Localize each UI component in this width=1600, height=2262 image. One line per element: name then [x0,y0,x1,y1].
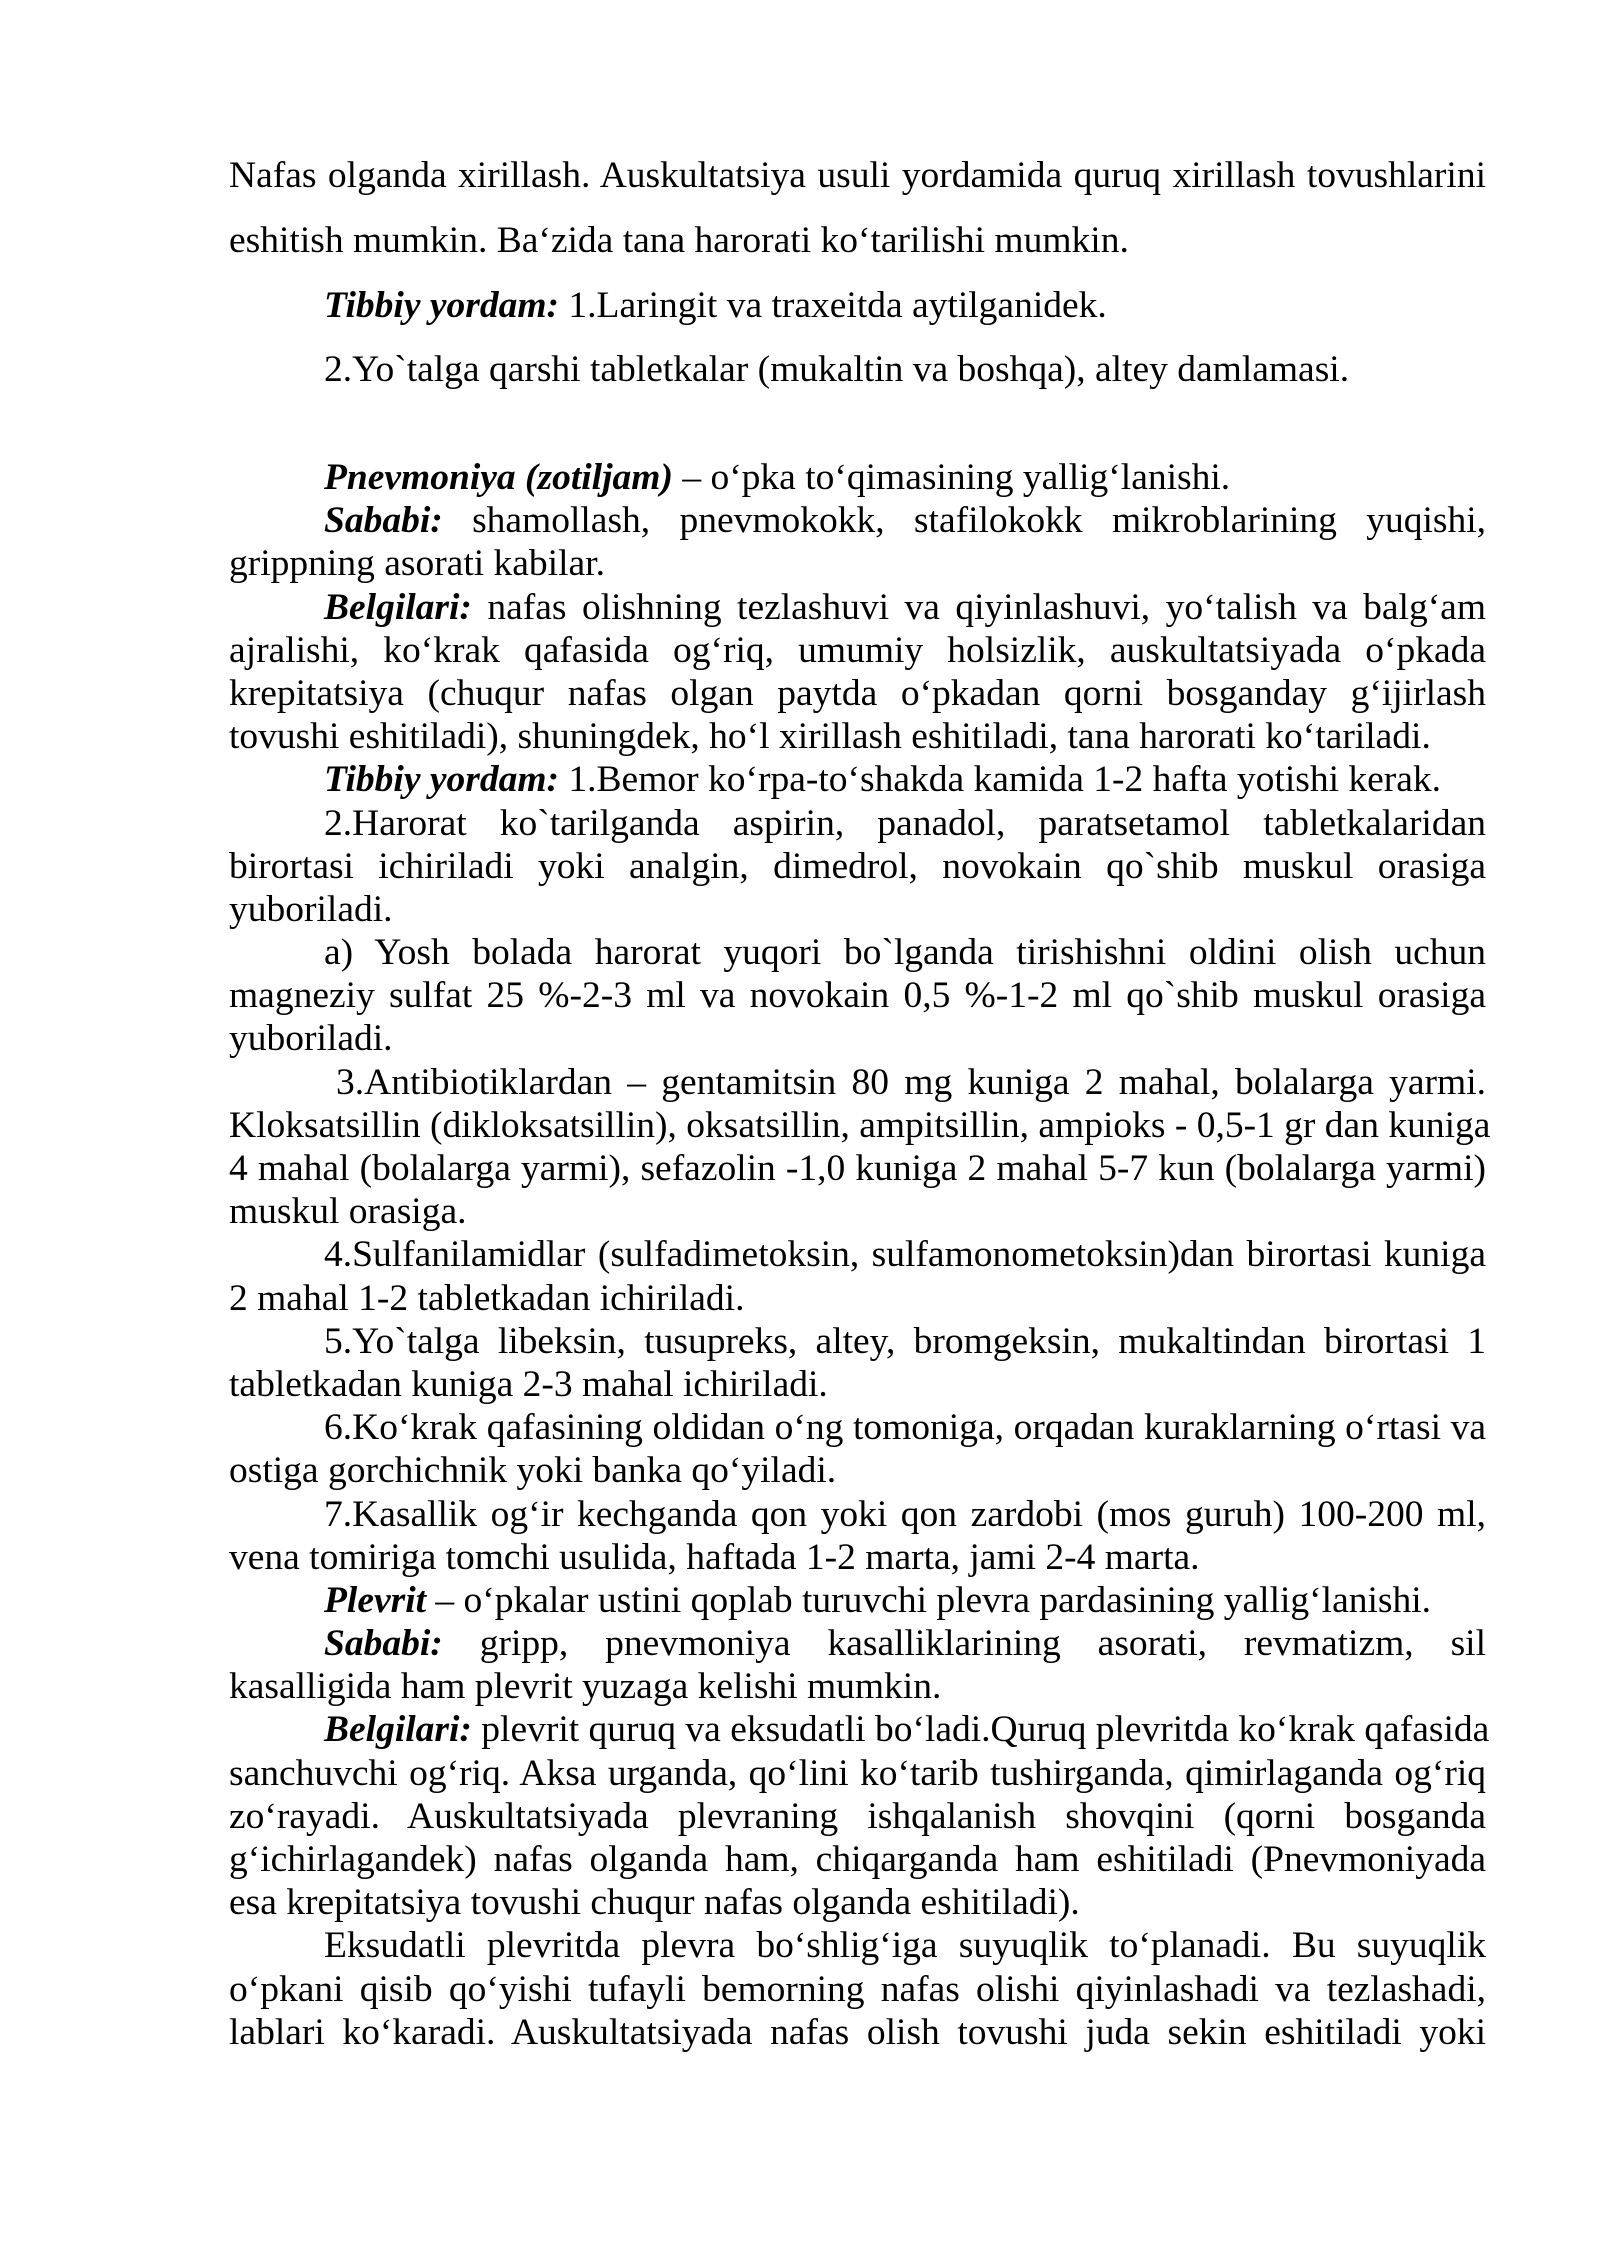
paragraph-pneumonia-aid-7 [229,1493,1486,1579]
paragraph-line: tabletkadan kuniga 2-3 mahal ichiriladi. [229,1363,828,1405]
paragraph-cough-tablets [229,338,1486,403]
paragraph-line: 7.Kasallik og‘ir kechganda qon yoki qon zardobi (mos guruh) 100-200 ml, [324,1493,1486,1535]
paragraph-line: 2.Yo`talga qarshi tabletkalar (mukaltin va boshqa), altey damlamasi. [324,349,1350,391]
section-label: Plevrit [324,1579,427,1621]
line-text: shamollash, pnevmokokk, stafilokokk mikroblarining yuqishi, [472,500,1487,542]
paragraph-pneumonia-causes [229,499,1486,585]
paragraph-line: lablari ko‘karadi. Auskultatsiyada nafas olish tovushi juda sekin eshitiladi yoki [229,2011,1486,2053]
paragraph-line: a) Yosh bolada harorat yuqori bo`lganda tirishishni oldini olish uchun [324,932,1486,974]
paragraph-line: yuboriladi. [229,1018,393,1060]
paragraph-line: 5.Yo`talga libeksin, tusupreks, altey, bromgeksin, mukaltindan birortasi 1 [324,1320,1486,1362]
paragraph-line: kasalligida ham plevrit yuzaga kelishi mumkin. [229,1666,942,1708]
line-text: 1.Laringit va traxeitda aytilganidek. [568,284,1107,326]
paragraph-line [229,274,1486,339]
paragraph-pleurisy-definition [229,1579,1486,1622]
section-label: Pnevmoniya (zotiljam) [324,457,673,498]
line-text: gripp, pnevmoniya kasalliklarining asorati, revmatizm, sil [479,1623,1487,1665]
paragraph-line: ostiga gorchichnik yoki banka qo‘yiladi. [229,1450,837,1492]
paragraph-pneumonia-aid-6 [229,1406,1486,1492]
section-label: Sababi: [324,500,443,542]
line-text: – o‘pkalar ustini qoplab turuvchi plevra pardasining yallig‘lanishi. [435,1579,1432,1621]
paragraph-line: 6.Ko‘krak qafasining oldidan o‘ng tomoniga, orqadan kuraklarning o‘rtasi va [324,1407,1486,1449]
paragraph-line: birortasi ichiriladi yoki analgin, dimedrol, novokain qo`shib muskul orasiga [229,845,1486,887]
paragraph-line [229,499,1486,542]
paragraph-line: Nafas olganda xirillash. Auskultatsiya usuli yordamida quruq xirillash tovushlarini [229,155,1486,196]
paragraph-line [229,1579,1486,1622]
paragraph-line: Eksudatli plevritda plevra bo‘shlig‘iga suyuqlik to‘planadi. Bu suyuqlik [324,1925,1486,1967]
line-text: plevrit quruq va eksudatli bo‘ladi.Quruq plevritda ko‘krak qafasida [481,1709,1490,1751]
paragraph-pneumonia-aid-2a [229,931,1486,1061]
paragraph-line: krepitatsiya (chuqur nafas olgan paytda o‘pkadan qorni bosganday g‘ijirlash [229,672,1486,714]
paragraph-line: yuboriladi. [229,888,393,930]
paragraph-exudative-pleurisy [229,1924,1486,2054]
paragraph-pneumonia-aid-2 [229,802,1486,932]
paragraph-line: 2 mahal 1-2 tabletkadan ichiriladi. [229,1277,745,1319]
paragraph-line: o‘pkani qisib qo‘yishi tufayli bemorning nafas olishi qiyinlashadi va tezlashadi, [229,1968,1486,2010]
paragraph-line [229,1708,1490,1751]
paragraph-pneumonia-aid-1 [229,758,1486,801]
paragraph-pneumonia-aid-4 [229,1233,1486,1319]
paragraph-wheezing-continuation [229,144,1486,274]
section-label: Tibbiy yordam: [324,759,560,801]
paragraph-pneumonia-definition [229,456,1486,499]
page-text-block-main [229,456,1491,2054]
paragraph-pneumonia-aid-5 [229,1320,1486,1406]
line-text: 1.Bemor ko‘rpa-to‘shakda kamida 1-2 hafta yotishi kerak. [568,759,1442,801]
paragraph-line: tovushi eshitiladi), shuningdek, ho‘l xirillash eshitiladi, tana harorati ko‘tariladi. [229,716,1431,758]
line-text: – o‘pka to‘qimasining yallig‘lanishi. [682,457,1231,498]
paragraph-line: 3.Antibiotiklardan – gentamitsin 80 mg kuniga 2 mahal, bolalarga yarmi. [336,1061,1486,1103]
paragraph-line: sanchuvchi og‘riq. Aksa urganda, qo‘lini ko‘tarib tushirganda, qimirlaganda og‘riq [229,1752,1486,1794]
paragraph-pneumonia-aid-3 [229,1061,1491,1234]
page-text-block-top [229,144,1486,403]
paragraph-pleurisy-symptoms [229,1708,1490,1924]
section-label: Tibbiy yordam: [324,284,560,326]
paragraph-line: esa krepitatsiya tovushi chuqur nafas olganda eshitiladi). [229,1882,1080,1924]
paragraph-line: g‘ichirlagandek) nafas olganda ham, chiqarganda ham eshitiladi (Pnevmoniyada [229,1839,1486,1880]
section-label: Sababi: [324,1623,443,1665]
paragraph-line [229,456,1486,499]
paragraph-line: magneziy sulfat 25 %-2-3 ml va novokain 0,5 %-1-2 ml qo`shib muskul orasiga [229,975,1486,1017]
paragraph-line: grippning asorati kabilar. [229,543,605,585]
paragraph-line: ajralishi, ko‘krak qafasida og‘riq, umumiy holsizlik, auskultatsiyada o‘pkada [229,629,1486,671]
line-text: nafas olishning tezlashuvi va qiyinlashuvi, yo‘talish va balg‘am [487,586,1486,628]
paragraph-line [229,586,1486,629]
paragraph-pleurisy-causes [229,1622,1486,1708]
paragraph-line: 2.Harorat ko`tarilganda aspirin, panadol, paratsetamol tabletkalaridan [324,802,1486,844]
paragraph-line [229,1622,1486,1665]
paragraph-line: 4 mahal (bolalarga yarmi), sefazolin -1,0 kuniga 2 mahal 5-7 kun (bolalarga yarmi) [229,1148,1486,1189]
section-label: Belgilari: [324,586,472,628]
paragraph-pneumonia-symptoms [229,586,1486,759]
paragraph-line: eshitish mumkin. Ba‘zida tana harorati ko‘tarilishi mumkin. [229,219,1129,261]
paragraph-line: Kloksatsillin (dikloksatsillin), oksatsillin, ampitsillin, ampioks - 0,5-1 gr dan kuniga [229,1104,1491,1146]
paragraph-line: 4.Sulfanilamidlar (sulfadimetoksin, sulfamonometoksin)dan birortasi kuniga [324,1234,1486,1276]
paragraph-line [229,758,1486,801]
paragraph-medical-aid [229,274,1486,339]
paragraph-line: vena tomiriga tomchi usulida, haftada 1-2 marta, jami 2-4 marta. [229,1536,1200,1578]
section-label: Belgilari: [324,1709,472,1751]
paragraph-line: muskul orasiga. [229,1191,467,1233]
paragraph-line: zo‘rayadi. Auskultatsiyada plevraning ishqalanish shovqini (qorni bosganda [229,1795,1486,1837]
